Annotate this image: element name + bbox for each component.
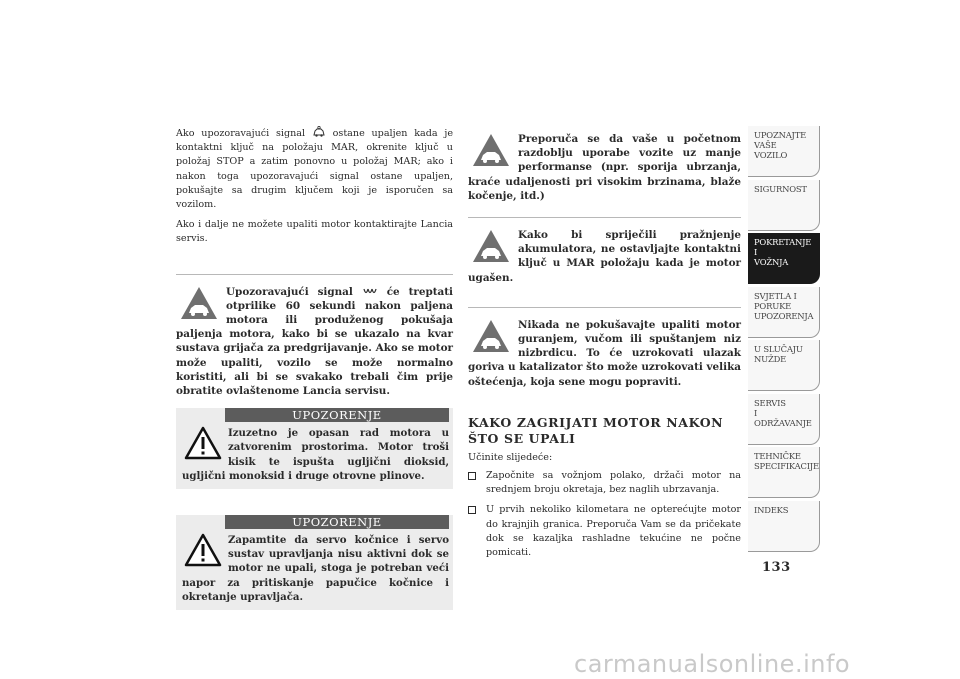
battery-note-text: Kako bi spriječili pražnjenje akumulatora, ne ostavljajte kontaktni ključ u MAR položaju kada je motor ugašen. xyxy=(468,229,741,284)
car-note-icon xyxy=(472,229,510,263)
list-item: U prvih nekoliko kilometara ne opterećujte motor do krajnjih granica. Preporuča Vam se da pričekate dok se kazaljka rashladne tekućine ne počne pomicati. xyxy=(468,503,741,560)
right-column xyxy=(468,132,741,566)
immobilizer-paragraph xyxy=(176,126,453,212)
page-number: 133 xyxy=(762,560,791,575)
section-title: KAKO ZAGRIJATI MOTOR NAKON ŠTO SE UPALI xyxy=(468,414,724,446)
checkbox-bullet-icon xyxy=(468,506,476,514)
warning-text: Zapamtite da servo kočnice i servo sustav upravljanja nisu aktivni dok se motor ne upali, stoga je potreban veći napor za pritiskanje papučice kočnice i okretanje upravljača. xyxy=(182,534,449,603)
left-column xyxy=(176,126,453,610)
car-note-icon xyxy=(180,286,218,320)
warning-title: UPOZORENJE xyxy=(225,515,449,529)
tab-sigurnost[interactable]: SIGURNOST xyxy=(748,180,820,231)
contact-service-paragraph: Ako i dalje ne možete upaliti motor kontaktirajte Lancia servis. xyxy=(176,219,453,245)
warning-title: UPOZORENJE xyxy=(225,408,449,422)
checkbox-bullet-icon xyxy=(468,472,476,480)
para1-end: ostane upaljen kada je kontaktni ključ na položaju MAR, okrenite ključ u položaj STOP a zatim ponovno u položaj MAR; ako i nakon toga upozoravajući signal ostane upaljen, pokušajte sa drugim ključem koji je isporučen sa vozilom. xyxy=(176,128,453,211)
tab-pokretanje-i-voznja[interactable]: POKRETANJE I VOŽNJA xyxy=(748,233,820,284)
list-item: Započnite sa vožnjom polako, držači motor na srednjem broju okretaja, bez naglih ubrzavanja. xyxy=(468,469,741,497)
car-note-icon xyxy=(472,133,510,167)
warning-triangle-icon xyxy=(184,426,222,460)
car-note-icon xyxy=(472,319,510,353)
warning-box-enclosed-spaces xyxy=(176,408,453,489)
running-in-note-text: Preporuča se da vaše u početnom razdoblju uporabe vozite uz manje performanse (npr. sporija ubrzanja, kraće udaljenosti pri visokim brzinama, blaže kočenje, itd.) xyxy=(468,133,741,202)
running-in-note xyxy=(468,132,741,203)
chapter-tabs xyxy=(748,126,820,554)
glow-plug-note-text: Upozoravajući signal će treptati otprilike 60 sekundi nakon paljena motora ili produženog pokušaja paljenja motora, kako bi se ukazalo na kvar sustava grijača za predgrijavanje. Ako se motor može upaliti, vozilo se može normalno koristiti, ali bi se svakako trebali čim prije obratite ovlaštenome Lancia servisu. xyxy=(176,285,453,398)
warm-up-steps xyxy=(468,469,741,560)
tab-servis-i-odrzavanje[interactable]: SERVIS I ODRŽAVANJE xyxy=(748,394,820,445)
push-start-note-text: Nikada ne pokušavajte upaliti motor guranjem, vučom ili spuštanjem niz nizbrdicu. To će uzrokovati ulazak goriva u katalizator što može uzrokovati velika oštećenja, koja sene mogu popraviti. xyxy=(468,318,741,388)
warning-triangle-icon xyxy=(184,533,222,567)
tab-tehnicke-specifikacije[interactable]: TEHNIČKE SPECIFIKACIJE xyxy=(748,447,820,498)
para1-start: Ako upozoravajući signal xyxy=(176,128,306,139)
watermark: carmanualsonline.info xyxy=(574,650,851,678)
tab-u-slucaju-nuzde[interactable]: U SLUČAJU NUŽDE xyxy=(748,340,820,391)
glow-plug-note xyxy=(176,274,453,399)
section-intro: Učinite slijedeće: xyxy=(468,451,553,463)
push-start-note xyxy=(468,307,741,389)
key-car-icon xyxy=(312,126,326,138)
warning-text: Izuzetno je opasan rad motora u zatvorenim prostorima. Motor troši kisik te ispušta ugljični dioksid, ugljični monoksid i druge otrovne plinove. xyxy=(182,427,449,482)
battery-note xyxy=(468,217,741,285)
tab-upoznajte-vase-vozilo[interactable]: UPOZNAJTE VAŠE VOZILO xyxy=(748,126,820,177)
tab-indeks[interactable]: INDEKS xyxy=(748,501,820,552)
warning-box-power-assist xyxy=(176,515,453,610)
glow-plug-icon xyxy=(362,287,378,297)
tab-svjetla-i-poruke[interactable]: SVJETLA I PORUKE UPOZORENJA xyxy=(748,287,820,338)
